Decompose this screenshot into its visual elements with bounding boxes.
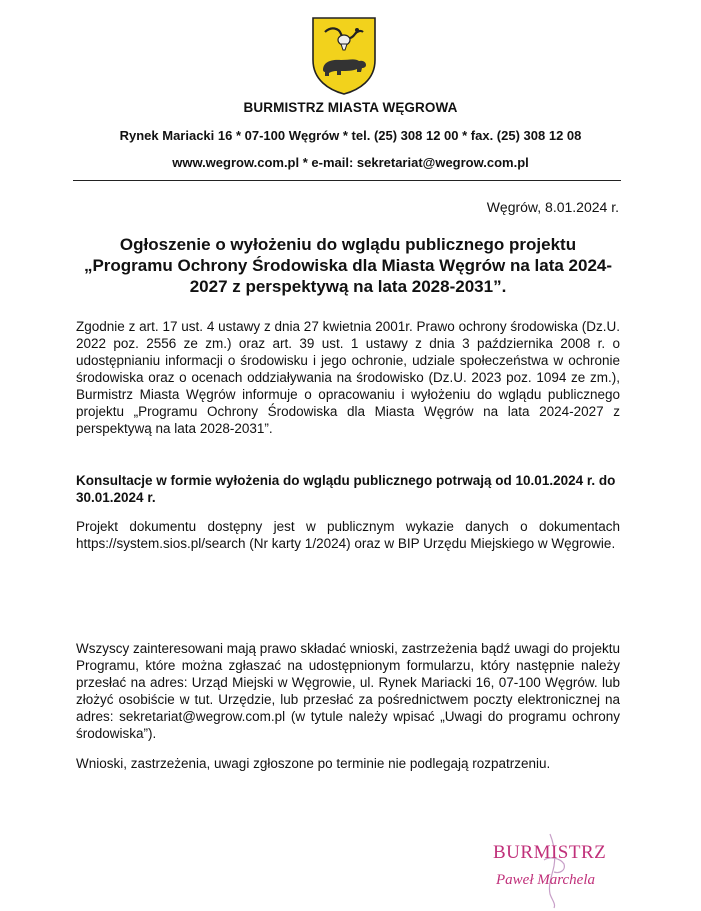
late-submissions-note: Wnioski, zastrzeżenia, uwagi zgłoszone po terminie nie podlegają rozpatrzeniu. — [76, 756, 551, 771]
document-date: Węgrów, 8.01.2024 r. — [486, 199, 619, 215]
office-address: Rynek Mariacki 16 * 07-100 Węgrów * tel. (25) 308 12 00 * fax. (25) 308 12 08 — [119, 128, 582, 143]
legal-basis-paragraph: Zgodnie z art. 17 ust. 4 ustawy z dnia 27 kwietnia 2001r. Prawo ochrony środowiska (Dz.U. 2022 poz. 2556 ze zm.) oraz art. 39 ust. 1 ustawy z dnia 3 października 2008 r. o udostępnianiu informacji o środowisku i jego ochronie, udziale społeczeństwa w ochronie środowiska oraz o ocenach oddziaływania na środowisko (Dz.U. 2023 poz. 1094 ze zm.), Burmistrz Miasta Węgrów informuje o opracowaniu i wyłożeniu do wglądu publicznego projektu „Programu Ochrony Środowiska dla Miasta Węgrów na lata 2024-2027 z perspektywą na lata 2028-2031”. — [76, 319, 620, 436]
announcement-title: Ogłoszenie o wyłożeniu do wglądu publicznego projektu „Programu Ochrony Środowiska dla Miasta Węgrów na lata 2024-2027 z perspektywą na lata 2028-2031”. — [83, 235, 613, 296]
signature-title: BURMISTRZ — [493, 842, 607, 863]
header-divider — [73, 180, 621, 181]
comments-submission-paragraph: Wszyscy zainteresowani mają prawo składać wnioski, zastrzeżenia bądź uwagi do projektu Programu, które można zgłaszać na udostępnionym formularzu, który następnie należy przesłać na adres: Urząd Miejski w Węgrowie, ul. Rynek Mariacki 16, 07-100 Węgrów. lub złożyć osobiście w tut. Urzędzie, lub przesłać za pośrednictwem poczty elektronicznej na adres: sekretariat@wegrow.com.pl (w tytule należy wpisać „Uwagi do programu ochrony środowiska”). — [76, 641, 620, 741]
office-title: BURMISTRZ MIASTA WĘGROWA — [243, 100, 458, 115]
document-availability-paragraph: Projekt dokumentu dostępny jest w publicznym wykazie danych o dokumentach https://system.sios.pl/search (Nr karty 1/2024) oraz w BIP Urzędu Miejskiego w Węgrowie. — [76, 519, 620, 551]
signature-name: Paweł Marchela — [496, 872, 596, 888]
wegrow-coat-of-arms-icon — [311, 16, 377, 96]
consultation-period: Konsultacje w formie wyłożenia do wglądu publicznego potrwają od 10.01.2024 r. do 30.01.2024 r. — [76, 473, 616, 505]
office-web-email: www.wegrow.com.pl * e-mail: sekretariat@wegrow.com.pl — [172, 155, 529, 170]
